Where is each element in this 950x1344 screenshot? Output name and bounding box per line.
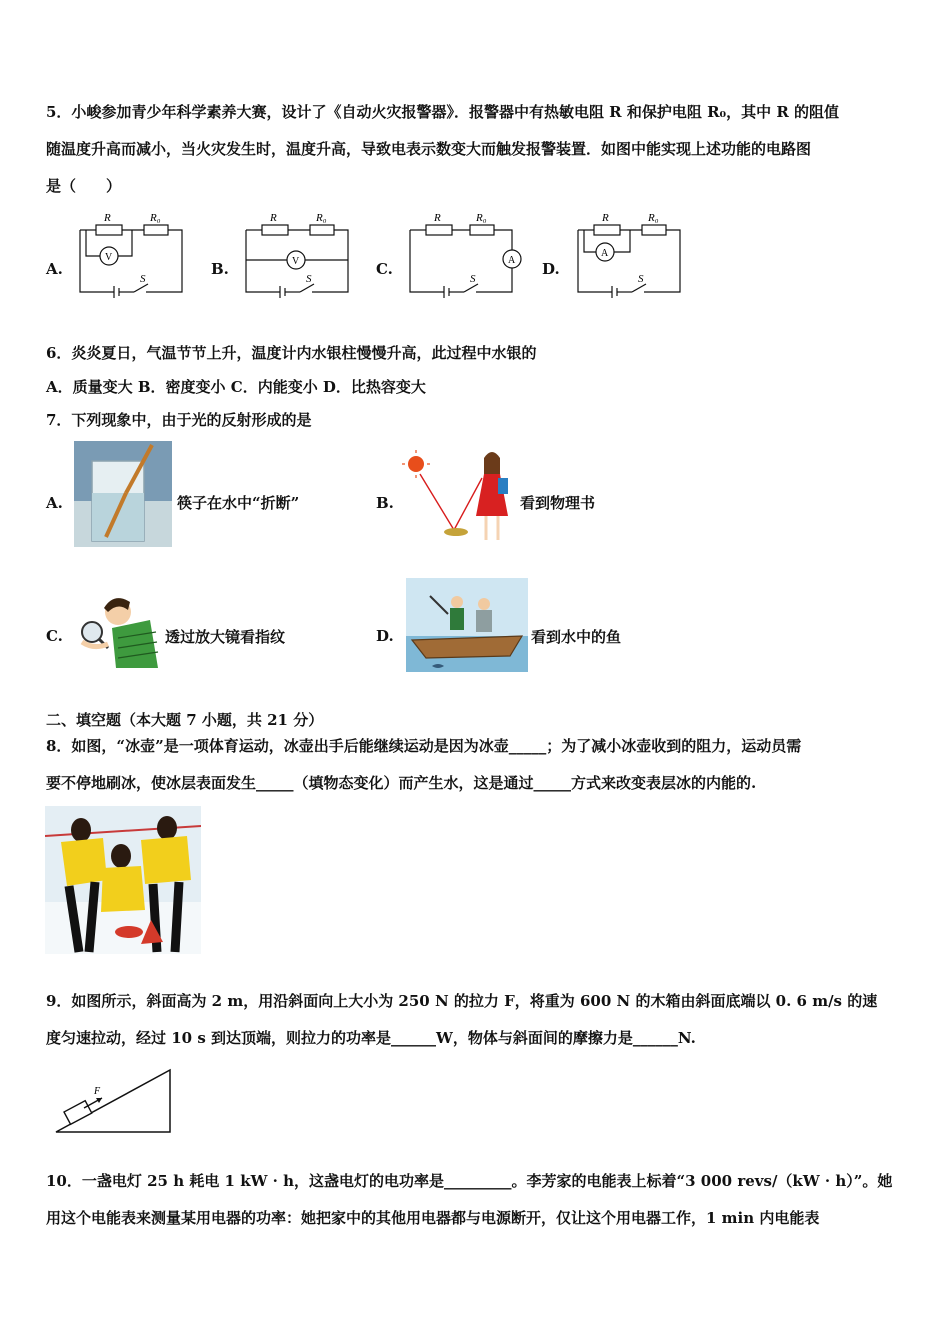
circuit-diagram-d: [572, 208, 686, 304]
boat-fishing-image: [406, 578, 528, 672]
q5-line3: 是（ ）: [46, 177, 122, 195]
q9-line2: 度匀速拉动，经过 10 s 到达顶端，则拉力的功率是______W，物体与斜面间的摩擦力是______N.: [46, 1029, 696, 1047]
q7-option-a-text: 筷子在水中“折断”: [177, 494, 300, 512]
q7-option-c-label: C.: [46, 627, 63, 645]
ammeter-label: A: [508, 255, 516, 266]
q5-option-b-label: B.: [211, 260, 229, 278]
q7-option-a-label: A.: [46, 494, 63, 512]
q5-line2: 随温度升高而减小，当火灾发生时，温度升高，导致电表示数变大而触发报警装置．如图中能实现上述功能的电路图: [46, 140, 812, 158]
magnifier-fingerprint-image: [72, 590, 160, 670]
q8-line2: 要不停地刷冰，使冰层表面发生_____（填物态变化）而产生水，这是通过_____方式来改变表层冰的内能的.: [46, 774, 757, 792]
r0-label: R₀: [150, 212, 161, 224]
q7-option-c-text: 透过放大镜看指纹: [165, 628, 286, 646]
q8-line1: 8．如图，“冰壶”是一项体育运动，冰壶出手后能继续运动是因为冰壶_____；为了减小冰壶收到的阻力，运动员需: [46, 737, 802, 755]
switch-label: S: [306, 273, 312, 285]
circuit-diagram-c: [404, 208, 526, 304]
voltmeter-label: V: [105, 252, 113, 263]
r-label: R: [602, 212, 609, 224]
q10-line1: 10．一盏电灯 25 h 耗电 1 kW · h，这盏电灯的电功率是_________。李芳家的电能表上标着“3 000 revs/（kW · h）”。她: [46, 1172, 893, 1190]
q7-option-d-label: D.: [376, 627, 394, 645]
r0-label: R₀: [316, 212, 327, 224]
voltmeter-label: V: [292, 256, 300, 267]
q5-line1: 5．小峻参加青少年科学素养大赛，设计了《自动火灾报警器》．报警器中有热敏电阻 R 和保护电阻 R₀，其中 R 的阻值: [46, 103, 840, 121]
switch-label: S: [470, 273, 476, 285]
r-label: R: [104, 212, 111, 224]
q5-option-c-label: C.: [376, 260, 393, 278]
switch-label: S: [140, 273, 146, 285]
switch-label: S: [638, 273, 644, 285]
q6-stem: 6．炎炎夏日，气温节节上升，温度计内水银柱慢慢升高，此过程中水银的: [46, 344, 537, 362]
force-label: F: [94, 1086, 101, 1097]
q9-line1: 9．如图所示，斜面高为 2 m，用沿斜面向上大小为 250 N 的拉力 F，将重为 600 N 的木箱由斜面底端以 0. 6 m/s 的速: [46, 992, 878, 1010]
q7-option-d-text: 看到水中的鱼: [531, 628, 622, 646]
circuit-diagram-b: [240, 208, 354, 304]
r-label: R: [434, 212, 441, 224]
incline-plane-diagram: [52, 1066, 176, 1136]
r0-label: R₀: [648, 212, 659, 224]
q7-stem: 7．下列现象中，由于光的反射形成的是: [46, 411, 312, 429]
curling-players-image: [45, 806, 201, 954]
section2-title: 二、填空题（本大题 7 小题，共 21 分）: [46, 711, 324, 729]
chopstick-in-water-image: [74, 441, 172, 547]
circuit-diagram-a: [74, 208, 188, 304]
q7-option-b-text: 看到物理书: [520, 494, 596, 512]
q10-line2: 用这个电能表来测量某用电器的功率：她把家中的其他用电器都与电源断开，仅让这个用电器工作，1 min 内电能表: [46, 1209, 820, 1227]
q7-option-b-label: B.: [376, 494, 394, 512]
q5-option-a-label: A.: [46, 260, 63, 278]
r0-label: R₀: [476, 212, 487, 224]
r-label: R: [270, 212, 277, 224]
q6-options: A．质量变大 B．密度变小 C．内能变小 D．比热容变大: [46, 378, 426, 396]
girl-reading-book-image: [400, 444, 518, 548]
q5-option-d-label: D.: [542, 260, 560, 278]
ammeter-label: A: [601, 248, 609, 259]
